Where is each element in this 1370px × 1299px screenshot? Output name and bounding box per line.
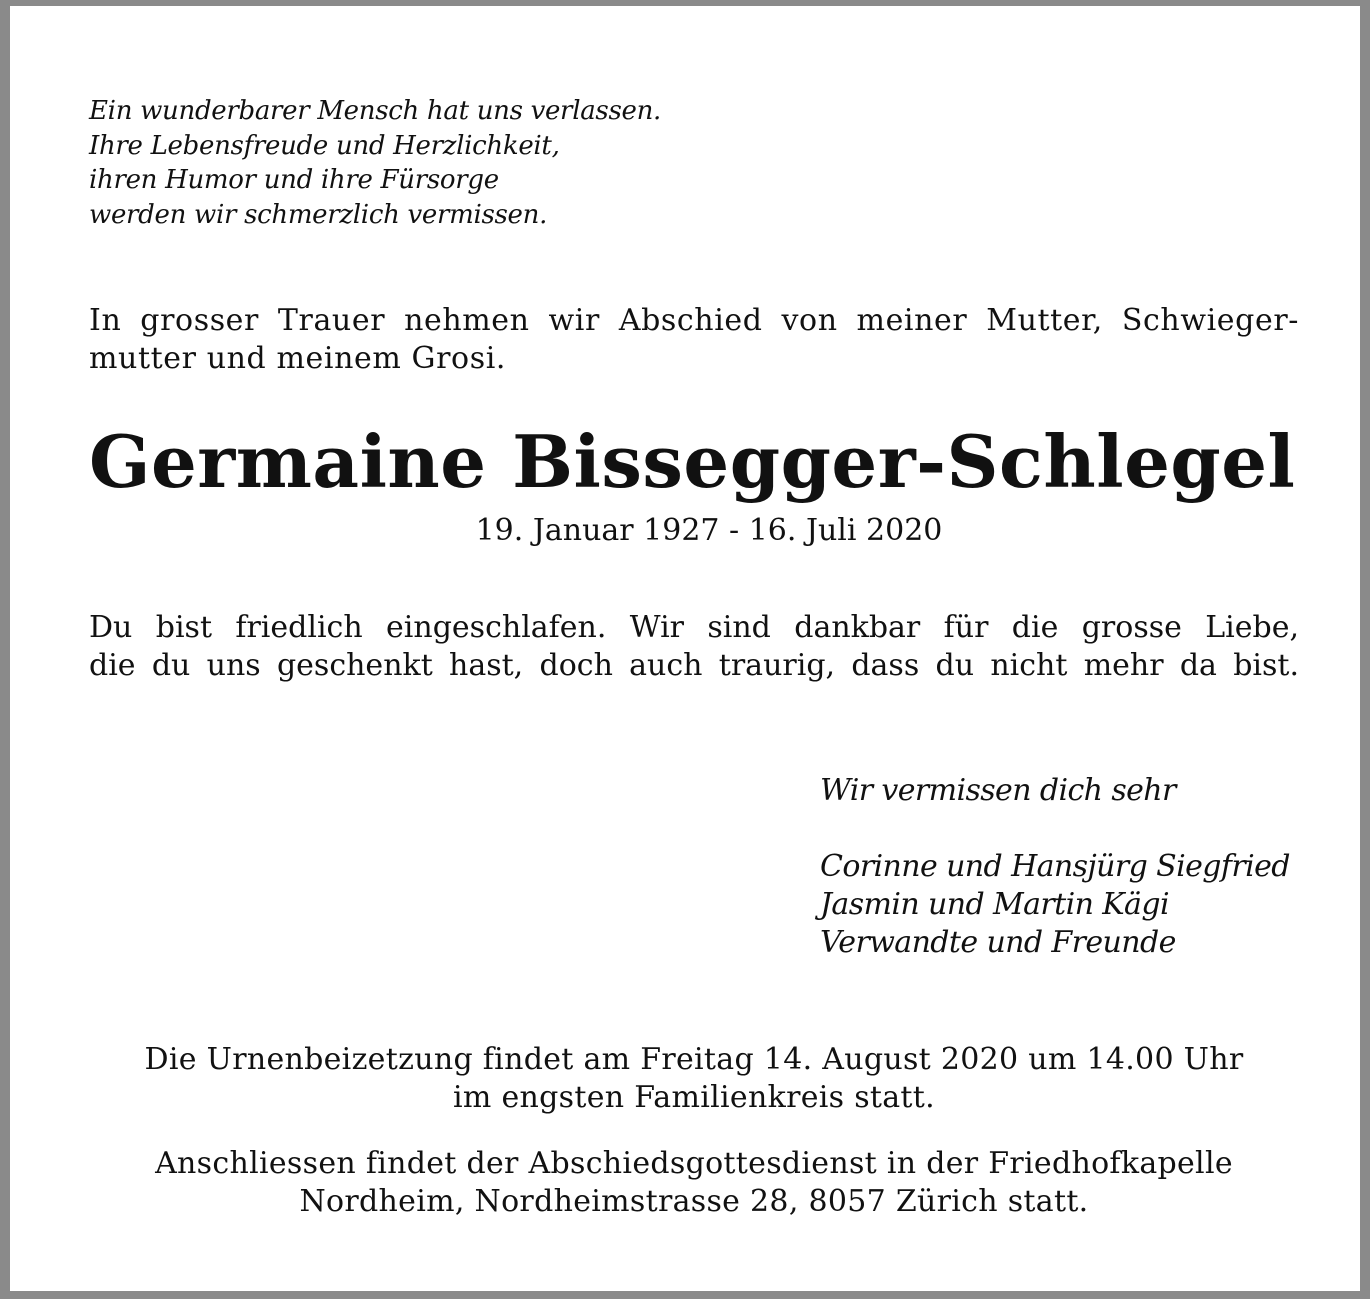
intro-paragraph bbox=[89, 302, 1299, 378]
message-line: die du uns geschenkt hast, doch auch traurig, dass du nicht mehr da bist. bbox=[89, 648, 1299, 683]
life-dates: 19. Januar 1927 - 16. Juli 2020 bbox=[475, 513, 943, 548]
message-line: Du bist friedlich eingeschlafen. Wir sind dankbar für die grosse Liebe, bbox=[89, 610, 1299, 645]
mourner-name: Jasmin und Martin Kägi bbox=[820, 887, 1169, 922]
memorial-service-line: Anschliessen findet der Abschiedsgottesdienst in der Friedhofkapelle bbox=[155, 1146, 1233, 1181]
motto-line: Ein wunderbarer Mensch hat uns verlassen. bbox=[89, 96, 661, 126]
urn-burial-line: Die Urnenbeizetzung findet am Freitag 14. August 2020 um 14.00 Uhr bbox=[144, 1042, 1244, 1077]
urn-burial-line: im engsten Familienkreis statt. bbox=[453, 1080, 935, 1115]
motto-line: ihren Humor und ihre Fürsorge bbox=[89, 165, 499, 195]
intro-line: In grosser Trauer nehmen wir Abschied von meiner Mutter, Schwieger- bbox=[89, 303, 1299, 338]
intro-line: mutter und meinem Grosi. bbox=[89, 341, 507, 376]
mourner-name: Verwandte und Freunde bbox=[820, 925, 1176, 960]
deceased-name: Germaine Bissegger-Schlegel bbox=[89, 419, 1296, 504]
mourner-name: Corinne und Hansjürg Siegfried bbox=[820, 849, 1290, 884]
memorial-service-line: Nordheim, Nordheimstrasse 28, 8057 Zürich statt. bbox=[299, 1184, 1089, 1219]
signoff-block bbox=[820, 772, 1290, 962]
message-paragraph bbox=[89, 609, 1299, 685]
closing-phrase: Wir vermissen dich sehr bbox=[820, 773, 1176, 808]
ceremony-info bbox=[89, 1041, 1299, 1221]
spacer bbox=[89, 1117, 1299, 1145]
motto-verse bbox=[89, 94, 661, 232]
motto-line: Ihre Lebensfreude und Herzlichkeit, bbox=[89, 130, 560, 161]
spacer bbox=[820, 810, 1290, 848]
motto-line: werden wir schmerzlich vermissen. bbox=[89, 199, 548, 230]
